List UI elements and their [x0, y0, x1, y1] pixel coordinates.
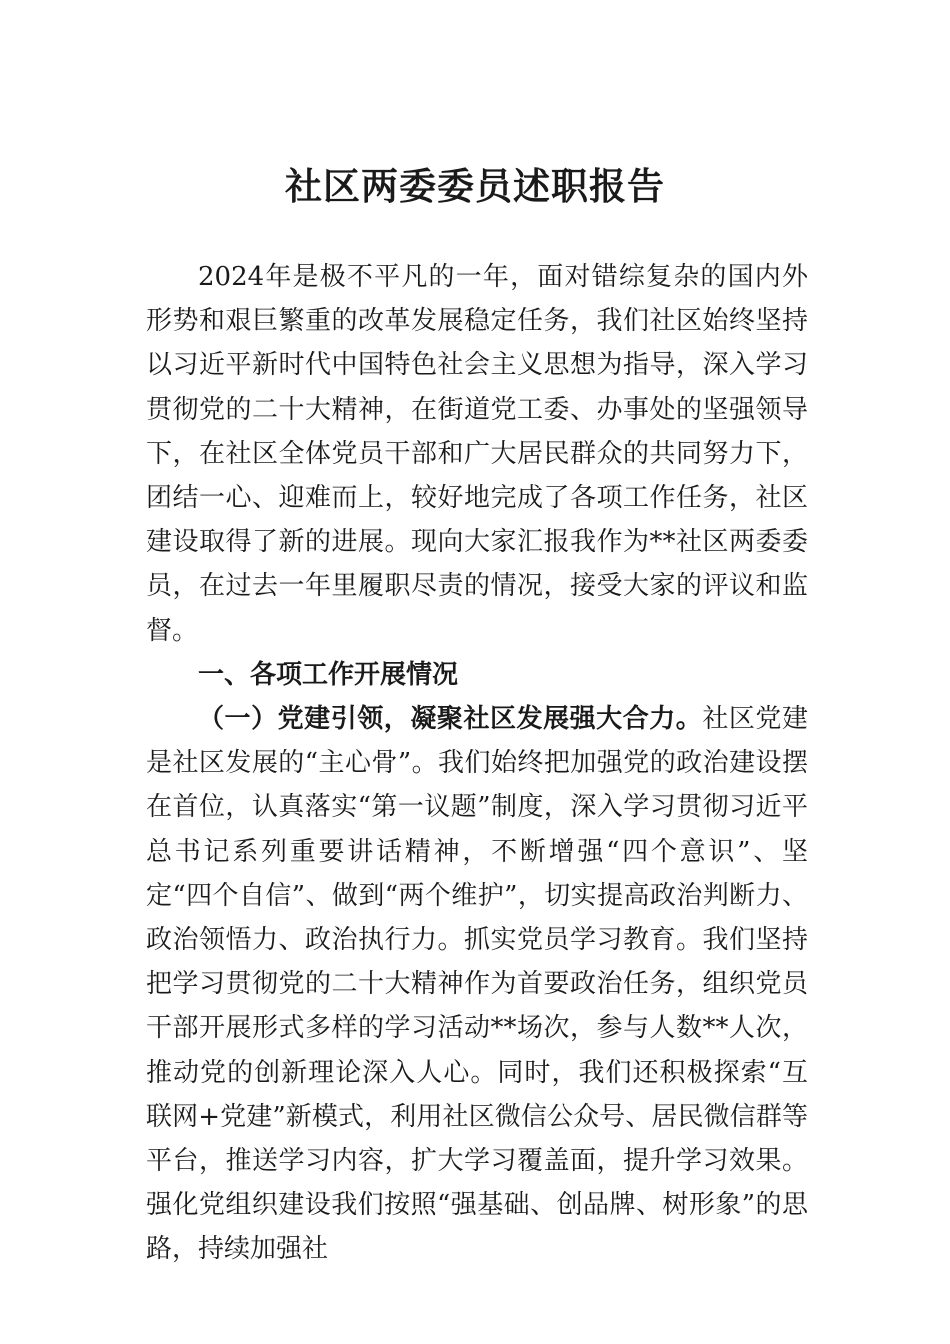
- subsection-lead: （一）党建引领，凝聚社区发展强大合力。: [198, 704, 703, 735]
- subsection-text: 社区党建是社区发展的“主心骨”。我们始终把加强党的政治建设摆在首位，认真落实“第一议题”制度，深入学习贯彻习近平总书记系列重要讲话精神，不断增强“四个意识”、坚定“四个自信”、做到“两个维护”，切实提高政治判断力、政治领悟力、政治执行力。抓实党员学习教育。我们坚持把学习贯彻党的二十大精神作为首要政治任务，组织党员干部开展形式多样的学习活动**场次，参与人数**人次，推动党的创新理论深入人心。同时，我们还积极探索“互联网+党建”新模式，利用社区微信公众号、居民微信群等平台，推送学习内容，扩大学习覆盖面，提升学习效果。强化党组织建设我们按照“强基础、创品牌、树形象”的思路，持续加强社: [146, 704, 808, 1265]
- document-title: 社区两委委员述职报告: [285, 164, 665, 208]
- intro-paragraph: 2024年是极不平凡的一年，面对错综复杂的国内外形势和艰巨繁重的改革发展稳定任务，我们社区始终坚持以习近平新时代中国特色社会主义思想为指导，深入学习贯彻党的二十大精神，在街道党工委、办事处的坚强领导下，在社区全体党员干部和广大居民群众的共同努力下，团结一心、迎难而上，较好地完成了各项工作任务，社区建设取得了新的进展。现向大家汇报我作为**社区两委委员，在过去一年里履职尽责的情况，接受大家的评议和监督。: [146, 262, 808, 646]
- document-body: [146, 255, 808, 1272]
- section-heading: 一、各项工作开展情况: [198, 659, 459, 690]
- subsection-paragraph: [146, 697, 808, 1272]
